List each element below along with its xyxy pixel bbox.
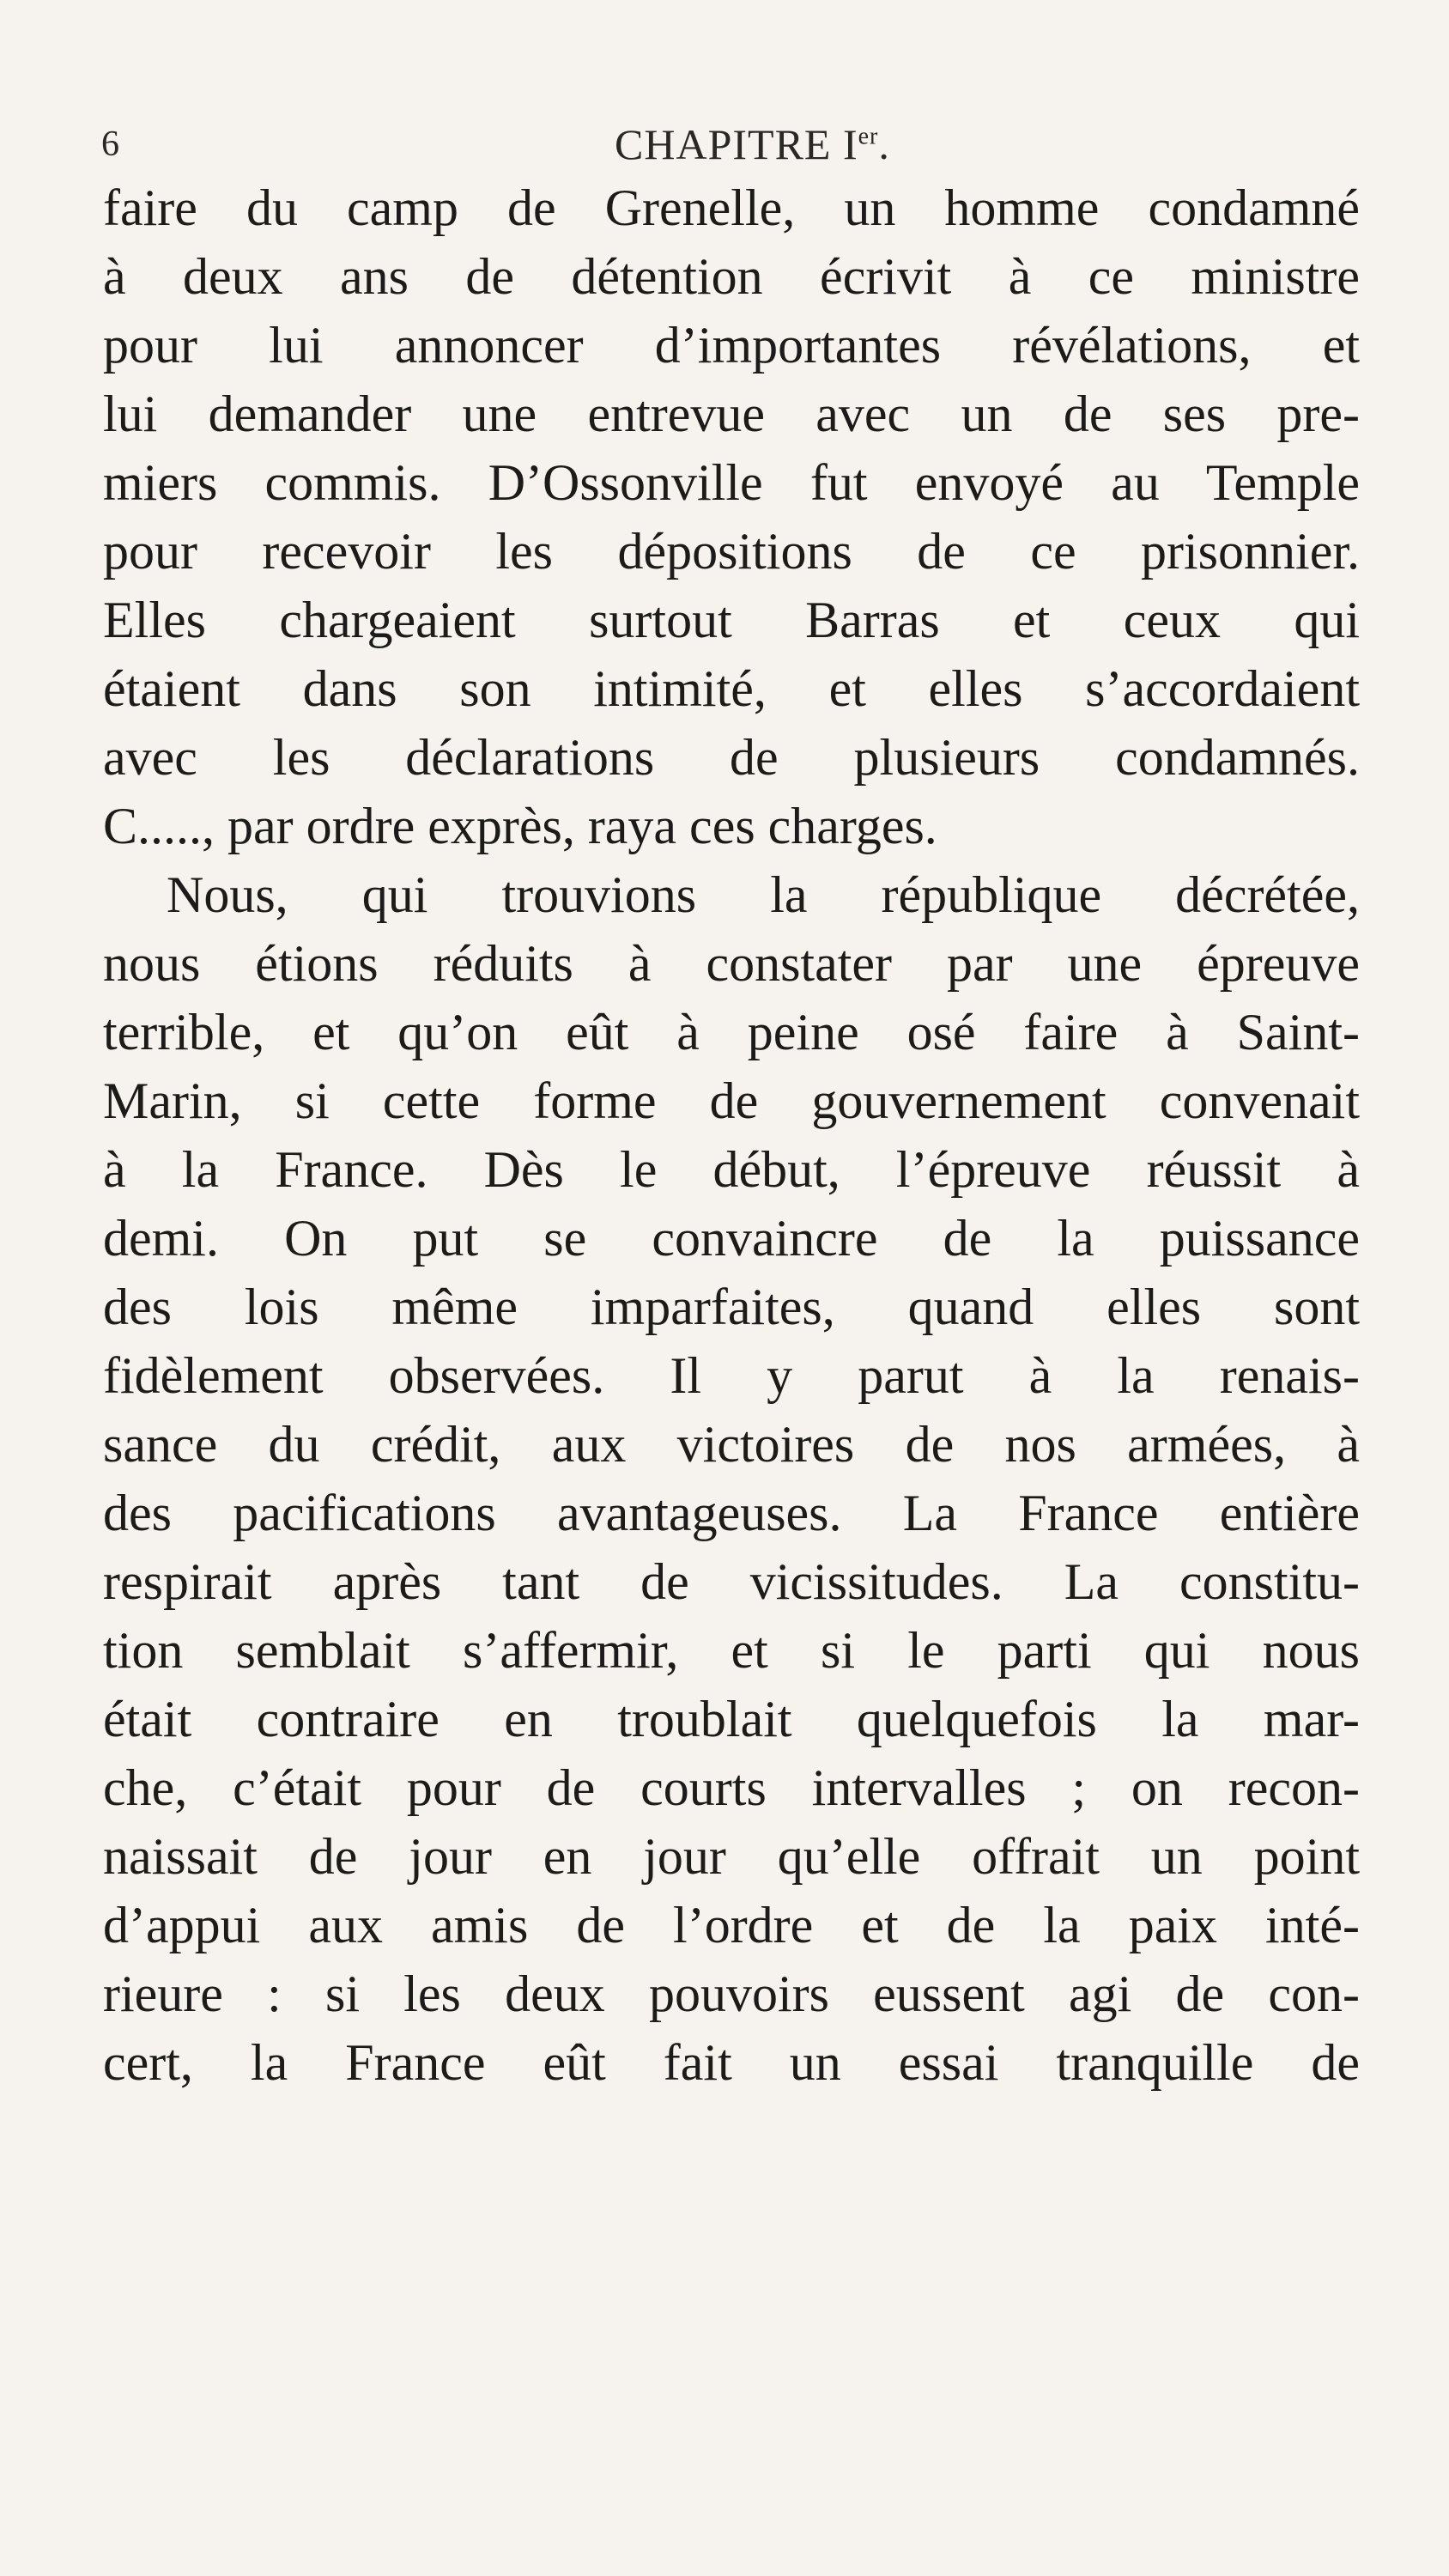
body-text bbox=[103, 173, 1360, 2097]
running-head bbox=[615, 118, 890, 170]
text-line: miers commis. D’Ossonville fut envoyé au Temple bbox=[103, 454, 1360, 511]
text-line: des lois même imparfaites, quand elles sont bbox=[103, 1279, 1360, 1335]
text-line: demi. On put se convaincre de la puissance bbox=[103, 1210, 1360, 1267]
text-line: faire du camp de Grenelle, un homme condamné bbox=[103, 179, 1360, 236]
text-line: rieure : si les deux pouvoirs eussent agi de con- bbox=[103, 1965, 1360, 2022]
text-line: à la France. Dès le début, l’épreuve réussit à bbox=[103, 1141, 1360, 1198]
chapter-ordinal-suffix: er bbox=[858, 123, 879, 150]
text-line: lui demander une entrevue avec un de ses pre- bbox=[103, 386, 1360, 442]
text-line: étaient dans son intimité, et elles s’accordaient bbox=[103, 660, 1360, 717]
text-line: Marin, si cette forme de gouvernement convenait bbox=[103, 1072, 1360, 1129]
page-header bbox=[101, 118, 1355, 179]
text-line: Elles chargeaient surtout Barras et ceux qui bbox=[103, 592, 1360, 648]
paragraph-start-line: Nous, qui trouvions la république décrétée, bbox=[167, 866, 1360, 923]
text-line: tion semblait s’affermir, et si le parti qui nous bbox=[103, 1622, 1360, 1679]
text-line: fidèlement observées. Il y parut à la renais- bbox=[103, 1347, 1360, 1404]
text-line: des pacifications avantageuses. La France entière bbox=[103, 1485, 1360, 1541]
text-line: terrible, et qu’on eût à peine osé faire à Saint- bbox=[103, 1004, 1360, 1060]
text-line: sance du crédit, aux victoires de nos armées, à bbox=[103, 1416, 1360, 1473]
text-line: cert, la France eût fait un essai tranquille de bbox=[103, 2034, 1360, 2091]
text-line: avec les déclarations de plusieurs condamnés. bbox=[103, 729, 1360, 786]
text-line: à deux ans de détention écrivit à ce ministre bbox=[103, 248, 1360, 305]
text-line: d’appui aux amis de l’ordre et de la paix inté- bbox=[103, 1897, 1360, 1953]
page-number: 6 bbox=[101, 125, 119, 164]
text-line: pour recevoir les dépositions de ce prisonnier. bbox=[103, 523, 1360, 580]
chapter-title: CHAPITRE I bbox=[615, 120, 858, 168]
text-line: pour lui annoncer d’importantes révélations, et bbox=[103, 317, 1360, 374]
text-line: nous étions réduits à constater par une épreuve bbox=[103, 935, 1360, 992]
chapter-title-period: . bbox=[878, 120, 890, 168]
text-line: respirait après tant de vicissitudes. La constitu- bbox=[103, 1553, 1360, 1610]
text-line: naissait de jour en jour qu’elle offrait un point bbox=[103, 1828, 1360, 1885]
text-line: che, c’était pour de courts intervalles ; on recon- bbox=[103, 1759, 1360, 1816]
text-line: C....., par ordre exprès, raya ces charges. bbox=[103, 798, 937, 854]
text-line: était contraire en troublait quelquefois la mar- bbox=[103, 1691, 1360, 1747]
